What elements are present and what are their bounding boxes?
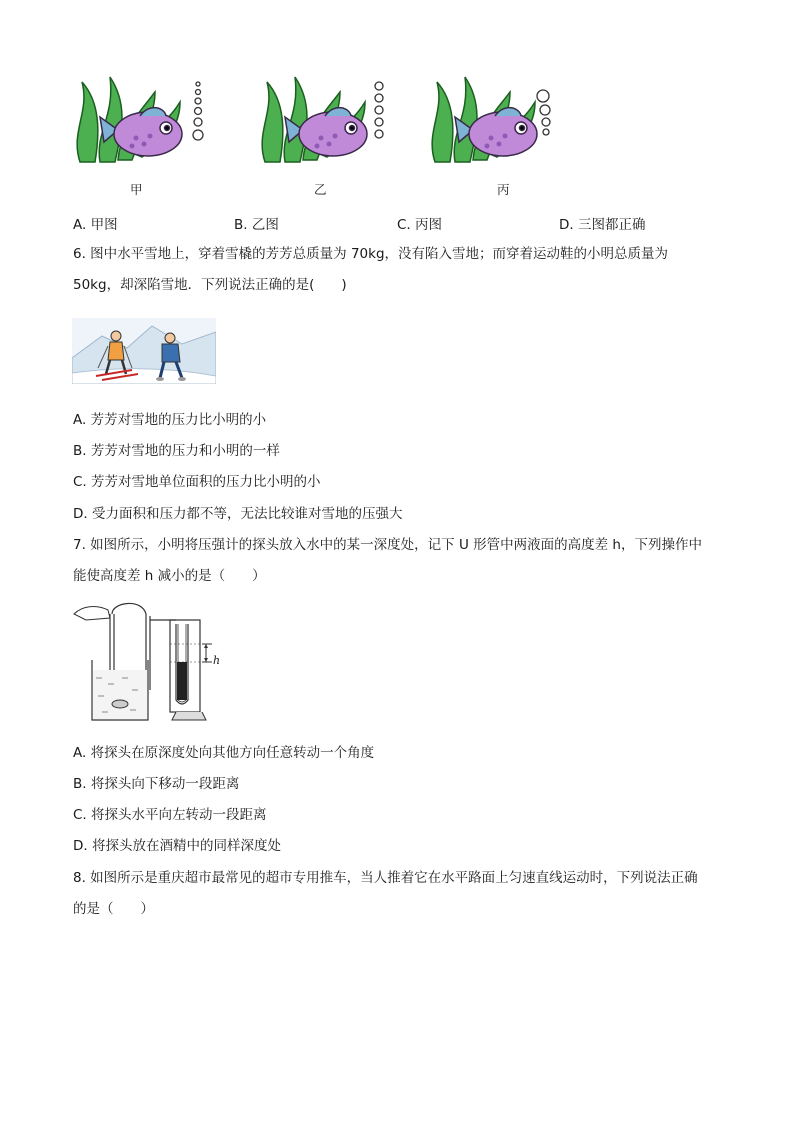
q7-stem-line1: 7. 如图所示，小明将压强计的探头放入水中的某一深度处，记下 U 形管中两液面的高度差 h，下列操作中 bbox=[73, 537, 702, 553]
q8-stem-line1: 8. 如图所示是重庆超市最常见的超市专用推车，当人推着它在水平路面上匀速直线运动时，下列说法正确 bbox=[73, 870, 698, 886]
q5-option-a: A. 甲图 bbox=[73, 217, 118, 233]
q6-option-a: A. 芳芳对雪地的压力比小明的小 bbox=[73, 412, 267, 428]
fish-figure-bing bbox=[425, 72, 565, 168]
q7-option-c: C. 将探头水平向左转动一段距离 bbox=[73, 807, 267, 823]
q5-option-b: B. 乙图 bbox=[234, 217, 279, 233]
caption-bing: 丙 bbox=[497, 182, 510, 197]
caption-jia: 甲 bbox=[130, 182, 143, 197]
q6-stem-line2: 50kg，却深陷雪地．下列说法正确的是( ) bbox=[73, 277, 347, 293]
q7-option-d: D. 将探头放在酒精中的同样深度处 bbox=[73, 838, 281, 854]
fish-figure-yi bbox=[255, 72, 395, 168]
pressure-gauge-figure bbox=[72, 600, 222, 724]
fish-figure-jia bbox=[70, 72, 210, 168]
q6-stem-line1: 6. 图中水平雪地上，穿着雪橇的芳芳总质量为 70kg，没有陷入雪地；而穿着运动鞋的小明总质量为 bbox=[73, 246, 669, 262]
q6-option-d: D. 受力面积和压力都不等，无法比较谁对雪地的压强大 bbox=[73, 506, 403, 522]
q7-stem-line2: 能使高度差 h 减小的是（ ） bbox=[73, 568, 266, 584]
q7-option-b: B. 将探头向下移动一段距离 bbox=[73, 776, 240, 792]
q6-option-b: B. 芳芳对雪地的压力和小明的一样 bbox=[73, 443, 280, 459]
h-label: h bbox=[213, 654, 221, 667]
q5-option-d: D. 三图都正确 bbox=[559, 217, 646, 233]
snow-skiing-figure bbox=[72, 318, 216, 384]
q8-stem-line2: 的是（ ） bbox=[73, 901, 154, 917]
caption-yi: 乙 bbox=[314, 182, 327, 197]
q5-option-c: C. 丙图 bbox=[397, 217, 443, 233]
q7-option-a: A. 将探头在原深度处向其他方向任意转动一个角度 bbox=[73, 745, 375, 761]
q6-option-c: C. 芳芳对雪地单位面积的压力比小明的小 bbox=[73, 474, 321, 490]
